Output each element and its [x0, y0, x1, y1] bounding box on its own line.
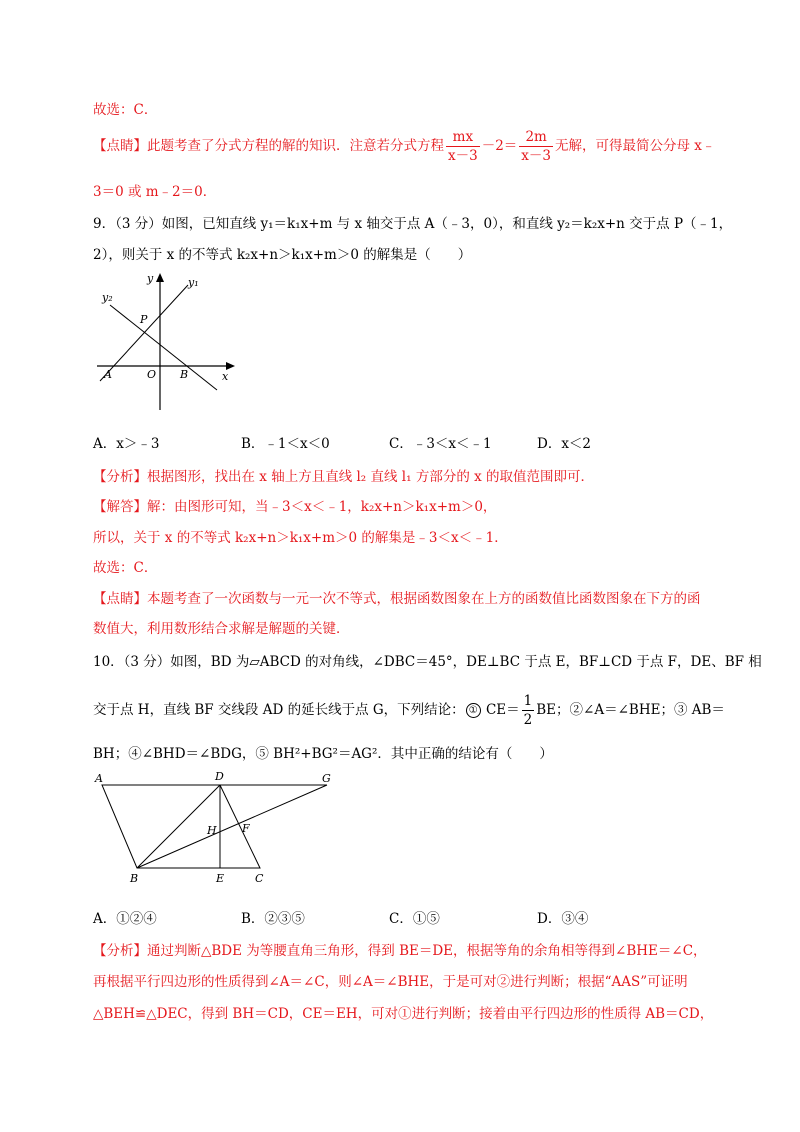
- line-y1: [100, 285, 188, 381]
- line-y2: [110, 305, 217, 390]
- fraction-numerator: 1: [523, 693, 533, 709]
- stem-text: BE；②∠A＝∠BHE；③ AB＝: [536, 702, 725, 718]
- q10-options: [93, 907, 685, 927]
- option-b: B．﹣1＜x＜0: [241, 436, 330, 452]
- analysis-text: 根据图形，找出在 x 轴上方且直线 l₂ 直线 l₁ 方部分的 x 的取值范围即可．: [147, 469, 595, 485]
- p8-comment-line2: 3＝0 或 m﹣2＝0．: [93, 184, 217, 200]
- option-c: C．①⑤: [389, 911, 440, 927]
- fraction-denominator: x－3: [448, 148, 478, 164]
- solution-text: 解：由图形可知，当﹣3＜x＜﹣1，k₂x+n＞k₁x+m＞0，: [147, 499, 497, 515]
- option-d: D．③④: [537, 911, 589, 927]
- comment-text: 此题考查了分式方程的解的知识．注意若分式方程: [147, 138, 444, 154]
- q10-analysis: [93, 939, 707, 959]
- q10-stem-line2: [93, 692, 725, 729]
- q9-analysis: [93, 465, 594, 485]
- q9-stem-line2: 2），则关于 x 的不等式 k₂x+n＞k₁x+m＞0 的解集是（ ）: [93, 247, 472, 263]
- label-y1: y₁: [188, 276, 199, 289]
- comment-text: －2＝: [481, 138, 518, 154]
- analysis-text: 通过判断△BDE 为等腰直角三角形，得到 BE＝DE，根据等角的余角相等得到∠BHE＝∠C，: [147, 943, 707, 959]
- parallelogram-ABCD: [102, 785, 260, 868]
- stem-text: CE＝: [481, 702, 520, 718]
- stem-text: 交于点 H，直线 BF 交线段 AD 的延长线于点 G，下列结论：: [93, 702, 465, 718]
- option-d: D．x＜2: [537, 436, 592, 452]
- q9-stem: 9．（3 分）如图，已知直线 y₁＝k₁x+m 与 x 轴交于点 A（﹣3，0），和直线 y₂＝k₂x+n 交于点 P（﹣1，: [93, 216, 733, 232]
- label-x: x: [222, 370, 229, 383]
- label-G: G: [322, 772, 331, 785]
- analysis-tag: 【分析】: [93, 943, 147, 959]
- fraction-denominator: 2: [523, 712, 533, 728]
- fraction-one-half: [522, 692, 535, 729]
- fraction-2m: [519, 128, 553, 165]
- fraction-numerator: 2m: [519, 128, 553, 147]
- q10-stem: 10．（3 分）如图，BD 为▱ABCD 的对角线，∠DBC＝45°，DE⊥BC 于点 E，BF⊥CD 于点 F，DE、BF 相: [93, 654, 762, 670]
- label-P: P: [140, 313, 148, 326]
- label-E: E: [216, 872, 225, 885]
- q9-solution: [93, 495, 496, 515]
- label-B: B: [180, 368, 189, 381]
- comment-tag: 【点睛】: [93, 591, 147, 607]
- q10-stem-line3: BH；④∠BHD＝∠BDG，⑤ BH²+BG²＝AG²．其中正确的结论有（ ）: [93, 746, 553, 762]
- q9-solution-line2: 所以，关于 x 的不等式 k₂x+n＞k₁x+m＞0 的解集是﹣3＜x＜﹣1．: [93, 530, 508, 546]
- comment-text: 无解，可得最简公分母 x﹣: [555, 138, 716, 154]
- p8-answer: 故选：C．: [93, 102, 158, 118]
- label-C: C: [255, 872, 264, 885]
- label-y2: y₂: [102, 291, 113, 304]
- label-y: y: [147, 272, 154, 285]
- fraction-mx: [446, 128, 480, 165]
- q9-figure: [95, 268, 245, 416]
- p8-comment: [93, 128, 715, 165]
- comment-text: 本题考查了一次函数与一元一次不等式，根据函数图象在上方的函数值比函数图象在下方的函: [147, 591, 701, 607]
- analysis-tag: 【分析】: [93, 469, 147, 485]
- label-B: B: [130, 872, 139, 885]
- option-b: B．②③⑤: [241, 911, 305, 927]
- option-c: C．﹣3＜x＜﹣1: [389, 436, 492, 452]
- comment-tag: 【点睛】: [93, 138, 147, 154]
- label-D: D: [215, 770, 224, 783]
- label-O: O: [147, 368, 157, 381]
- solution-tag: 【解答】: [93, 499, 147, 515]
- y-axis-arrow: [156, 273, 164, 282]
- option-a: A．①②④: [93, 911, 157, 927]
- label-A: A: [104, 368, 112, 381]
- q9-comment: [93, 587, 701, 607]
- option-a: A．x＞﹣3: [93, 436, 160, 452]
- fraction-denominator: x－3: [521, 148, 551, 164]
- label-A: A: [95, 772, 103, 785]
- q10-figure: [92, 768, 342, 890]
- x-axis-arrow: [226, 362, 235, 370]
- segment-BG: [137, 785, 327, 868]
- label-H: H: [207, 824, 217, 837]
- q9-comment-line2: 数值大，利用数形结合求解是解题的关键．: [93, 621, 350, 637]
- q10-analysis-line3: △BEH≌△DEC，得到 BH＝CD，CE＝EH，可对①进行判断；接着由平行四边形的性质得 AB＝CD，: [93, 1006, 714, 1022]
- q10-analysis-line2: 再根据平行四边形的性质得到∠A＝∠C，则∠A＝∠BHE，于是可对②进行判断；根据“AAS”可证明: [93, 974, 688, 990]
- fraction-numerator: mx: [446, 128, 480, 147]
- label-F: F: [242, 822, 250, 835]
- q9-options: [93, 432, 685, 452]
- q9-answer: 故选：C．: [93, 560, 158, 576]
- circled-one-icon: ①: [466, 703, 481, 718]
